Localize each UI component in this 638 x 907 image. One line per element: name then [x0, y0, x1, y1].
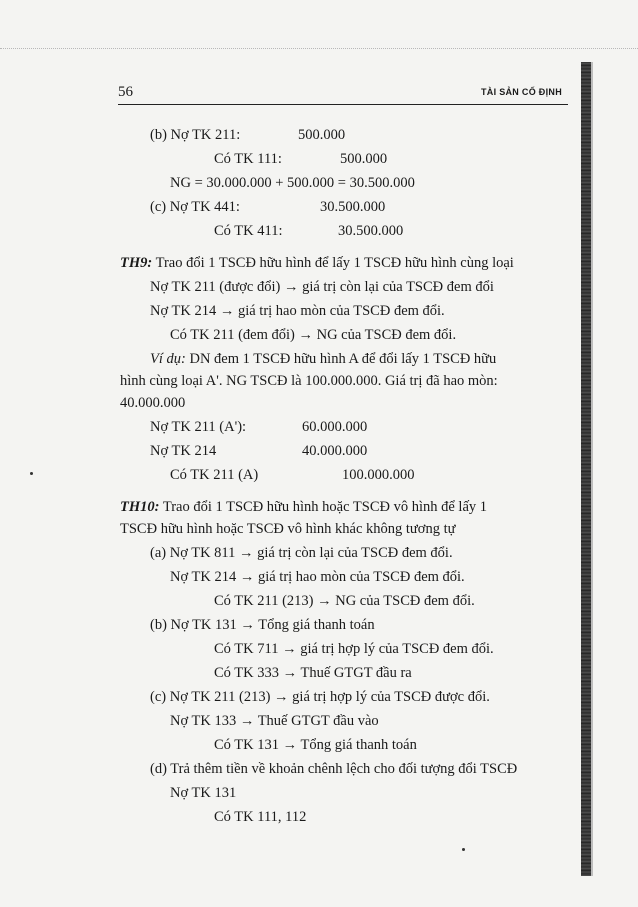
entry-c-debit-amount: 30.500.000	[320, 199, 386, 215]
th10-c-line-3: Có TK 131 → Tổng giá thanh toán	[214, 737, 417, 753]
th9-line-2: Nợ TK 214 → giá trị hao mòn của TSCĐ đem đổi.	[150, 303, 445, 319]
th10-title-1: Trao đổi 1 TSCĐ hữu hình hoặc TSCĐ vô hình để lấy 1	[162, 499, 488, 515]
page-binding-edge	[581, 62, 591, 876]
th9-example-line-2: hình cùng loại A'. NG TSCĐ là 100.000.000. Giá trị đã hao mòn:	[120, 373, 498, 389]
th10-a-line-3: Có TK 211 (213) → NG của TSCĐ đem đổi.	[214, 593, 475, 609]
entry-b-credit-amount: 500.000	[340, 151, 388, 167]
scan-speck	[462, 848, 465, 851]
th9-heading	[120, 254, 514, 272]
scan-top-line	[0, 48, 638, 49]
th9-example-text-1: DN đem 1 TSCĐ hữu hình A để đổi lấy 1 TSCĐ hữu	[189, 351, 497, 367]
th10-b-line-2: Có TK 711 → giá trị hợp lý của TSCĐ đem đổi.	[214, 641, 494, 657]
th9-line-1: Nợ TK 211 (được đổi) → giá trị còn lại của TSCĐ đem đổi	[150, 279, 494, 295]
th9-line-3: Có TK 211 (đem đổi) → NG của TSCĐ đem đổi.	[170, 327, 457, 343]
page-number: 56	[118, 84, 133, 100]
th9-label: TH9:	[120, 255, 153, 271]
th9-entry-debit-2-amount: 40.000.000	[302, 443, 368, 459]
th10-b-line-3: Có TK 333 → Thuế GTGT đầu ra	[214, 665, 412, 681]
th10-d-line-2: Nợ TK 131	[170, 785, 237, 801]
th10-d-line-1: (d) Trả thêm tiền về khoản chênh lệch cho đối tượng đổi TSCĐ	[150, 761, 518, 777]
entry-b-credit: Có TK 111:	[214, 151, 282, 167]
entry-c-credit-amount: 30.500.000	[338, 223, 404, 239]
page-header	[118, 84, 568, 105]
th10-d-line-3: Có TK 111, 112	[214, 809, 307, 825]
entry-c-debit: (c) Nợ TK 441:	[150, 199, 240, 215]
entry-b-debit: (b) Nợ TK 211:	[150, 127, 241, 143]
th10-c-line-1: (c) Nợ TK 211 (213) → giá trị hợp lý của TSCĐ được đổi.	[150, 689, 490, 705]
running-title: TÀI SẢN CỐ ĐỊNH	[481, 87, 562, 97]
th10-c-line-2: Nợ TK 133 → Thuế GTGT đầu vào	[170, 713, 379, 729]
ng-formula: NG = 30.000.000 + 500.000 = 30.500.000	[170, 175, 415, 191]
th9-entry-debit-1: Nợ TK 211 (A'):	[150, 419, 247, 435]
th9-entry-credit: Có TK 211 (A)	[170, 467, 259, 483]
th10-a-line-2: Nợ TK 214 → giá trị hao mòn của TSCĐ đem đổi.	[170, 569, 465, 585]
th9-example-line-3: 40.000.000	[120, 395, 186, 411]
th9-title: Trao đổi 1 TSCĐ hữu hình để lấy 1 TSCĐ hữu hình cùng loại	[155, 255, 514, 271]
th9-entry-debit-1-amount: 60.000.000	[302, 419, 368, 435]
th9-example-line-1	[150, 350, 496, 368]
th10-label: TH10:	[120, 499, 160, 515]
th10-heading	[120, 498, 487, 516]
th9-entry-credit-amount: 100.000.000	[342, 467, 415, 483]
scan-speck	[30, 472, 33, 475]
entry-c-credit: Có TK 411:	[214, 223, 283, 239]
th10-b-line-1: (b) Nợ TK 131 → Tổng giá thanh toán	[150, 617, 375, 633]
th9-entry-debit-2: Nợ TK 214	[150, 443, 217, 459]
th9-example-label: Ví dụ:	[150, 351, 186, 367]
page-binding-edge-light	[591, 62, 593, 876]
th10-a-line-1: (a) Nợ TK 811 → giá trị còn lại của TSCĐ đem đổi.	[150, 545, 453, 561]
entry-b-debit-amount: 500.000	[298, 127, 346, 143]
th10-title-2: TSCĐ hữu hình hoặc TSCĐ vô hình khác không tương tự	[120, 521, 456, 537]
